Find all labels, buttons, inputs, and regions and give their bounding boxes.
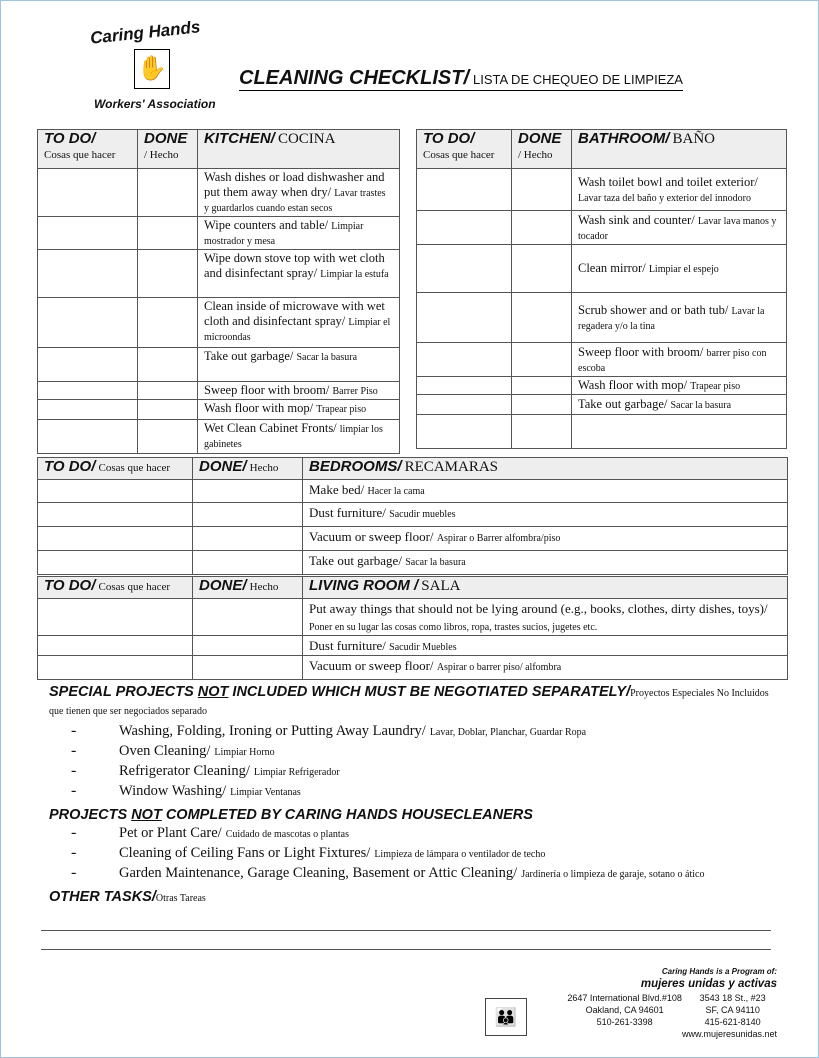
task-es: barrer piso con escoba: [578, 347, 767, 374]
task-es: Lavar la regadera y/o la tina: [578, 305, 765, 332]
item-en: Refrigerator Cleaning/: [119, 763, 250, 779]
task-es: Limpiar el microondas: [204, 317, 391, 343]
footer-program: Caring Hands is a Program of:: [661, 967, 777, 976]
logo: [86, 15, 226, 115]
task-en: Vacuum or sweep floor/: [309, 529, 434, 544]
checklist-content: [37, 129, 787, 1040]
task-en: Wash dishes or load dishwasher and put them away when dry/: [204, 170, 385, 199]
list-item: - Pet or Plant Care/ Cuidado de mascotas o plantas: [71, 824, 350, 841]
item-es: Limpiar Ventanas: [230, 787, 301, 798]
section-title: KITCHEN/: [204, 130, 275, 147]
task-description: [198, 250, 400, 298]
task-en: Take out garbage/: [204, 349, 294, 363]
task-en: Dust furniture/: [309, 638, 386, 653]
footer-city-oakland: Oakland, CA 94601: [585, 1005, 664, 1015]
footer-website[interactable]: www.mujeresunidas.net: [681, 1029, 777, 1039]
table-row: [38, 636, 788, 656]
task-es: Sacudir Muebles: [389, 642, 457, 653]
list-item: - Oven Cleaning/ Limpiar Horno: [71, 742, 275, 759]
done-checkbox-cell[interactable]: [193, 656, 303, 680]
todo-checkbox-cell[interactable]: [38, 169, 138, 217]
item-es: Limpiar Refrigerador: [253, 767, 340, 778]
todo-checkbox-cell[interactable]: [38, 217, 138, 250]
todo-label: TO DO/: [44, 458, 96, 475]
table-row: [38, 503, 788, 527]
todo-checkbox-cell[interactable]: [417, 395, 512, 415]
todo-checkbox-cell[interactable]: [417, 415, 512, 449]
todo-checkbox-cell[interactable]: [38, 527, 193, 551]
done-checkbox-cell[interactable]: [193, 599, 303, 636]
done-label: DONE: [144, 130, 188, 147]
task-en: Wipe down stove top with wet cloth and disinfectant spray/: [204, 251, 385, 280]
done-label: DONE/: [199, 577, 247, 594]
todo-checkbox-cell[interactable]: [417, 293, 512, 343]
done-label: DONE: [518, 130, 562, 147]
done-es-label: Hecho: [249, 462, 279, 474]
task-description: [572, 211, 787, 245]
section-title-es: RECAMARAS: [404, 459, 498, 475]
item-es: Jardinería o limpieza de garaje, sotano o ático: [521, 869, 705, 880]
living-room-table: [37, 576, 788, 680]
todo-header: [38, 130, 138, 169]
table-row: [417, 377, 787, 395]
done-checkbox-cell[interactable]: [512, 293, 572, 343]
done-es-label: / Hecho: [518, 149, 553, 161]
task-description: [303, 503, 788, 527]
task-description: [572, 293, 787, 343]
todo-checkbox-cell[interactable]: [38, 551, 193, 575]
list-item: - Refrigerator Cleaning/ Limpiar Refrigerador: [71, 762, 340, 779]
table-row: [38, 217, 400, 250]
task-es: limpiar los gabinetes: [204, 424, 383, 450]
task-description: [572, 415, 787, 449]
item-en: Garden Maintenance, Garage Cleaning, Basement or Attic Cleaning/: [119, 865, 518, 881]
task-description: [198, 400, 400, 420]
todo-checkbox-cell[interactable]: [417, 169, 512, 211]
done-checkbox-cell[interactable]: [512, 343, 572, 377]
done-checkbox-cell[interactable]: [512, 377, 572, 395]
task-description: [572, 169, 787, 211]
section-title: LIVING ROOM /: [309, 577, 419, 594]
task-description: [572, 377, 787, 395]
table-row: [38, 382, 400, 400]
footer-city-sf: SF, CA 94110: [705, 1005, 760, 1015]
task-description: [303, 527, 788, 551]
task-es: Poner en su lugar las cosas como libros, ropa, trastes sucios, jugetes etc.: [309, 622, 598, 633]
task-description: [198, 348, 400, 382]
done-label: DONE/: [199, 458, 247, 475]
task-es: Aspirar o barrer piso/ alfombra: [436, 662, 562, 673]
table-row: [417, 169, 787, 211]
done-header: [193, 577, 303, 599]
todo-checkbox-cell[interactable]: [38, 298, 138, 348]
item-en: Oven Cleaning/: [119, 743, 211, 759]
todo-label: TO DO/: [44, 130, 96, 147]
todo-es-label: Cosas que hacer: [423, 149, 495, 161]
task-en: Wash floor with mop/: [204, 401, 314, 415]
logo-text-bottom: Workers' Association: [94, 97, 216, 111]
table-row: [417, 211, 787, 245]
bathroom-table: [416, 129, 787, 449]
task-es: Trapear piso: [316, 404, 367, 415]
footer-row: [37, 966, 787, 1040]
todo-es-label: Cosas que hacer: [44, 149, 116, 161]
task-en: Wash floor with mop/: [578, 378, 688, 392]
other-tasks-line-1[interactable]: [41, 930, 771, 931]
done-checkbox-cell[interactable]: [193, 551, 303, 575]
org-logo-icon: 👪: [485, 998, 527, 1036]
table-row: [38, 599, 788, 636]
todo-header: [38, 577, 193, 599]
table-row: [417, 395, 787, 415]
done-checkbox-cell[interactable]: [138, 420, 198, 454]
task-es: Limpiar mostrador y mesa: [204, 221, 364, 247]
bedrooms-table: [37, 457, 788, 575]
task-es: Sacar la basura: [296, 352, 358, 363]
kitchen-bathroom-row: [37, 129, 787, 454]
todo-checkbox-cell[interactable]: [38, 420, 138, 454]
logo-text-top: Caring Hands: [89, 17, 202, 48]
table-row: [38, 420, 400, 454]
table-row: [38, 298, 400, 348]
item-en: Cleaning of Ceiling Fans or Light Fixtures/: [119, 845, 371, 861]
footer-address-sf: 3543 18 St., #23: [699, 993, 766, 1003]
table-row: [417, 293, 787, 343]
task-es: Barrer Piso: [332, 386, 378, 397]
item-en: Washing, Folding, Ironing or Putting Away Laundry/: [119, 723, 426, 739]
bathroom-header: [572, 130, 787, 169]
done-checkbox-cell[interactable]: [512, 169, 572, 211]
task-description: [303, 551, 788, 575]
item-en: Window Washing/: [119, 783, 227, 799]
task-en: Wash sink and counter/: [578, 212, 695, 227]
task-description: [572, 395, 787, 415]
table-row: [38, 400, 400, 420]
done-checkbox-cell[interactable]: [193, 527, 303, 551]
task-en: Make bed/: [309, 482, 365, 497]
section-title-es: COCINA: [277, 131, 336, 147]
todo-checkbox-cell[interactable]: [38, 503, 193, 527]
done-checkbox-cell[interactable]: [193, 503, 303, 527]
task-description: [303, 656, 788, 680]
list-item: - Window Washing/ Limpiar Ventanas: [71, 782, 301, 799]
task-es: Lavar taza del baño y exterior del innodoro: [578, 192, 751, 204]
task-en: Wet Clean Cabinet Fronts/: [204, 421, 337, 435]
todo-checkbox-cell[interactable]: [417, 377, 512, 395]
special-heading: SPECIAL PROJECTS NOT INCLUDED WHICH MUST BE NEGOTIATED SEPARATELY/Proyectos Especiales No Incluidos que tienen que ser negociados separado: [49, 684, 769, 717]
todo-header: [38, 458, 193, 480]
todo-checkbox-cell[interactable]: [38, 250, 138, 298]
done-header: [512, 130, 572, 169]
todo-header: [417, 130, 512, 169]
item-en: Pet or Plant Care/: [119, 825, 222, 841]
task-description: [303, 480, 788, 503]
task-es: Sacar la basura: [670, 400, 732, 411]
special-projects-section: [49, 684, 774, 908]
item-es: Limpieza de lámpara o ventilador de techo: [374, 849, 546, 860]
kitchen-table: [37, 129, 400, 454]
done-checkbox-cell[interactable]: [512, 415, 572, 449]
task-description: [198, 420, 400, 454]
done-checkbox-cell[interactable]: [138, 250, 198, 298]
task-en: Sweep floor with broom/: [578, 344, 704, 359]
task-description: [303, 599, 788, 636]
living-header: [303, 577, 788, 599]
todo-checkbox-cell[interactable]: [38, 382, 138, 400]
task-en: Sweep floor with broom/: [204, 383, 330, 397]
done-checkbox-cell[interactable]: [138, 169, 198, 217]
done-header: [193, 458, 303, 480]
done-checkbox-cell[interactable]: [138, 298, 198, 348]
not-completed-heading: PROJECTS NOT COMPLETED BY CARING HANDS HOUSECLEANERS: [49, 807, 533, 823]
todo-checkbox-cell[interactable]: [417, 211, 512, 245]
task-description: [572, 245, 787, 293]
task-es: Aspirar o Barrer alfombra/piso: [436, 533, 561, 544]
table-row: [38, 348, 400, 382]
task-description: [198, 382, 400, 400]
task-en: Wipe counters and table/: [204, 218, 329, 232]
task-es: Trapear piso: [690, 381, 741, 392]
task-en: Wash toilet bowl and toilet exterior/: [578, 174, 758, 189]
done-checkbox-cell[interactable]: [138, 217, 198, 250]
task-en: Take out garbage/: [309, 553, 402, 568]
task-en: Scrub shower and or bath tub/: [578, 302, 729, 317]
todo-checkbox-cell[interactable]: [38, 400, 138, 420]
done-checkbox-cell[interactable]: [193, 480, 303, 503]
done-checkbox-cell[interactable]: [193, 636, 303, 656]
section-title: BATHROOM/: [578, 130, 670, 147]
todo-checkbox-cell[interactable]: [38, 480, 193, 503]
todo-checkbox-cell[interactable]: [38, 599, 193, 636]
kitchen-header: [198, 130, 400, 169]
list-item: - Garden Maintenance, Garage Cleaning, Basement or Attic Cleaning/ Jardinería o limpieza de garaje, sotano o ático: [71, 864, 705, 881]
task-description: [572, 343, 787, 377]
bedrooms-header: [303, 458, 788, 480]
todo-checkbox-cell[interactable]: [38, 636, 193, 656]
done-checkbox-cell[interactable]: [138, 400, 198, 420]
todo-checkbox-cell[interactable]: [38, 348, 138, 382]
hands-icon: ✋: [134, 49, 170, 89]
footer: [567, 966, 777, 1040]
done-es-label: Hecho: [249, 581, 279, 593]
table-row: [38, 169, 400, 217]
todo-es-label: Cosas que hacer: [98, 462, 171, 474]
todo-checkbox-cell[interactable]: [417, 245, 512, 293]
table-row: [417, 245, 787, 293]
title-main: CLEANING CHECKLIST/: [239, 67, 469, 89]
task-es: Lavar trastes y guardarlos cuando estan secos: [204, 188, 386, 214]
task-es: Hacer la cama: [367, 486, 425, 497]
task-es: Sacar la basura: [405, 557, 466, 568]
item-es: Lavar, Doblar, Planchar, Guardar Ropa: [429, 727, 587, 738]
table-row: [417, 343, 787, 377]
table-row: [417, 415, 787, 449]
task-description: [198, 298, 400, 348]
footer-phone-sf: 415-621-8140: [704, 1017, 761, 1027]
task-description: [198, 217, 400, 250]
table-row: [38, 551, 788, 575]
task-en: Vacuum or sweep floor/: [309, 658, 434, 673]
task-description: [198, 169, 400, 217]
todo-checkbox-cell[interactable]: [417, 343, 512, 377]
task-es: Lavar lava manos y tocador: [578, 215, 777, 242]
section-title-es: SALA: [421, 578, 461, 594]
done-checkbox-cell[interactable]: [512, 395, 572, 415]
done-es-label: / Hecho: [144, 149, 179, 161]
table-row: [38, 527, 788, 551]
task-es: Limpiar la estufa: [320, 269, 389, 280]
done-checkbox-cell[interactable]: [138, 348, 198, 382]
item-es: Cuidado de mascotas o plantas: [225, 829, 350, 840]
task-description: [303, 636, 788, 656]
footer-address-oakland: 2647 International Blvd.#108: [567, 993, 682, 1003]
done-checkbox-cell[interactable]: [512, 211, 572, 245]
table-row: [38, 656, 788, 680]
section-title-es: BAÑO: [672, 131, 716, 147]
page-title: [239, 67, 683, 91]
todo-checkbox-cell[interactable]: [38, 656, 193, 680]
todo-label: TO DO/: [44, 577, 96, 594]
done-header: [138, 130, 198, 169]
task-en: Clean mirror/: [578, 261, 646, 275]
done-checkbox-cell[interactable]: [138, 382, 198, 400]
list-item: - Cleaning of Ceiling Fans or Light Fixtures/ Limpieza de lámpara o ventilador de techo: [71, 844, 546, 861]
table-row: [38, 250, 400, 298]
task-es: Limpiar el espejo: [648, 264, 719, 275]
task-en: Clean inside of microwave with wet cloth and disinfectant spray/: [204, 299, 385, 328]
todo-es-label: Cosas que hacer: [98, 581, 171, 593]
footer-org: mujeres unidas y activas: [640, 978, 777, 990]
todo-label: TO DO/: [423, 130, 475, 147]
footer-phone-oakland: 510-261-3398: [596, 1017, 653, 1027]
list-item: - Washing, Folding, Ironing or Putting Away Laundry/ Lavar, Doblar, Planchar, Guardar Ropa: [71, 722, 587, 739]
table-row: [38, 480, 788, 503]
other-tasks-line-2[interactable]: [41, 949, 771, 950]
task-en: Put away things that should not be lying around (e.g., books, clothes, dirty dishes, toys)/: [309, 601, 768, 616]
section-title: BEDROOMS/: [309, 458, 402, 475]
other-tasks-heading: OTHER TASKS/Otras Tareas: [49, 889, 206, 905]
task-en: Take out garbage/: [578, 397, 668, 411]
task-es: Sacudir muebles: [389, 509, 456, 520]
task-en: Dust furniture/: [309, 505, 386, 520]
title-sub: LISTA DE CHEQUEO DE LIMPIEZA: [473, 72, 683, 87]
item-es: Limpiar Horno: [214, 747, 275, 758]
done-checkbox-cell[interactable]: [512, 245, 572, 293]
